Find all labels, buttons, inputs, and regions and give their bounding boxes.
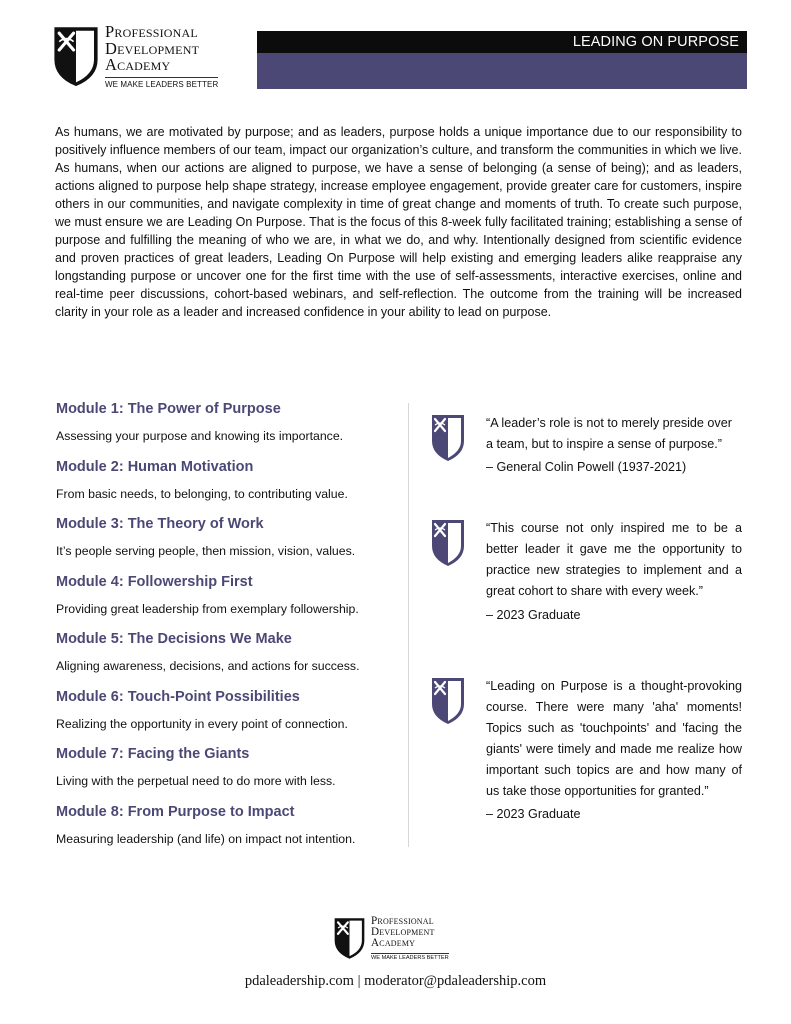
shield-icon bbox=[430, 676, 466, 726]
column-divider bbox=[408, 403, 409, 847]
module-description: Assessing your purpose and knowing its importance. bbox=[56, 429, 344, 443]
quote-source: – 2023 Graduate bbox=[486, 807, 581, 821]
module-title: Module 6: Touch-Point Possibilities bbox=[56, 688, 300, 705]
logo-line-2: Development bbox=[105, 38, 200, 58]
module-description: Providing great leadership from exemplary followership. bbox=[56, 601, 359, 616]
module-description: Realizing the opportunity in every point of connection. bbox=[56, 716, 348, 731]
module-title: Module 8: From Purpose to Impact bbox=[56, 803, 295, 820]
module-item bbox=[56, 456, 401, 514]
quote-source: – 2023 Graduate bbox=[486, 608, 581, 622]
title-banner bbox=[257, 31, 747, 53]
logo-tagline: WE MAKE LEADERS BETTER bbox=[371, 954, 449, 961]
module-list bbox=[56, 398, 401, 858]
shield-icon bbox=[430, 518, 466, 568]
logo-line-2: Development bbox=[371, 926, 435, 939]
accent-banner bbox=[257, 53, 747, 89]
module-item bbox=[56, 628, 401, 686]
quote-text: “A leader’s role is not to merely preside over a team, but to inspire a sense of purpose.” bbox=[486, 416, 732, 451]
module-item bbox=[56, 686, 401, 744]
module-description: From basic needs, to belonging, to contributing value. bbox=[56, 486, 348, 501]
banner-title: LEADING ON PURPOSE bbox=[572, 34, 739, 50]
footer-contact: pdaleadership.com | moderator@pdaleadership.com bbox=[244, 973, 547, 989]
module-title: Module 7: Facing the Giants bbox=[56, 746, 250, 762]
quote-source: – General Colin Powell (1937-2021) bbox=[486, 460, 687, 474]
logo-line-1: Professional bbox=[105, 22, 198, 41]
module-item bbox=[56, 571, 401, 629]
quote-text: “This course not only inspired me to be a better leader it gave me the opportunity to practice new strategies to implement and a great cohort to share with every week.” bbox=[486, 521, 742, 598]
module-description: Living with the perpetual need to do more with less. bbox=[56, 774, 336, 788]
logo-rule bbox=[371, 953, 449, 954]
logo-tagline: WE MAKE LEADERS BETTER bbox=[105, 79, 219, 89]
module-item bbox=[56, 398, 401, 456]
quote-text: “Leading on Purpose is a thought-provoking course. There were many 'aha' moments! Topics such as 'touchpoints' and 'facing the giants' were timely and made me realize how important such topics are and how many of us take those opportunities for granted.” bbox=[486, 679, 742, 798]
logo-line-1: Professional bbox=[371, 915, 434, 927]
module-item bbox=[56, 743, 401, 801]
shield-logo-icon bbox=[52, 24, 100, 88]
logo-rule bbox=[105, 77, 218, 78]
shield-icon bbox=[430, 413, 466, 463]
module-description: Aligning awareness, decisions, and actions for success. bbox=[56, 659, 360, 673]
logo-line-3: Academy bbox=[371, 937, 416, 950]
academy-logo bbox=[52, 24, 218, 89]
module-description: It’s people serving people, then mission, vision, values. bbox=[56, 544, 356, 558]
footer-logo bbox=[333, 916, 449, 961]
module-title: Module 5: The Decisions We Make bbox=[56, 631, 292, 647]
shield-logo-icon bbox=[333, 916, 366, 960]
module-title: Module 1: The Power of Purpose bbox=[56, 401, 281, 417]
module-title: Module 3: The Theory of Work bbox=[56, 516, 264, 532]
logo-line-3: Academy bbox=[105, 55, 171, 74]
module-item bbox=[56, 801, 401, 859]
module-title: Module 2: Human Motivation bbox=[56, 458, 254, 475]
module-title: Module 4: Followership First bbox=[56, 573, 253, 590]
module-description: Measuring leadership (and life) on impact not intention. bbox=[56, 831, 356, 846]
module-item bbox=[56, 513, 401, 571]
intro-paragraph: As humans, we are motivated by purpose; and as leaders, purpose holds a unique importance due to our responsibility to positively influence members of our team, impact our organization’s culture, and transform the communities in which we live. As humans, when our actions are aligned to purpose, we have a sense of belonging (a sense of being); and as leaders, actions aligned to purpose help shape strategy, increase employee engagement, provide greater care for customers, inspire others in our communities, and navigate complexity in time of great change and moments of truth. To create such purpose, we must ensure we are Leading On Purpose. That is the focus of this 8-week fully facilitated training; establishing a sense of purpose and fulfilling the meaning of who we are, in what we do, and why. Intentionally designed from scientific evidence and proven practices of great leaders, Leading On Purpose will help existing and emerging leaders alike reappraise any longstanding purpose or uncover one for the first time with the use of self-assessments, interactive exercises, online and real-time peer discussions, cohort-based webinars, and self-reflection. The outcome from the training will be increased clarity in your role as a leader and increased confidence in your ability to lead on purpose. bbox=[55, 125, 742, 319]
